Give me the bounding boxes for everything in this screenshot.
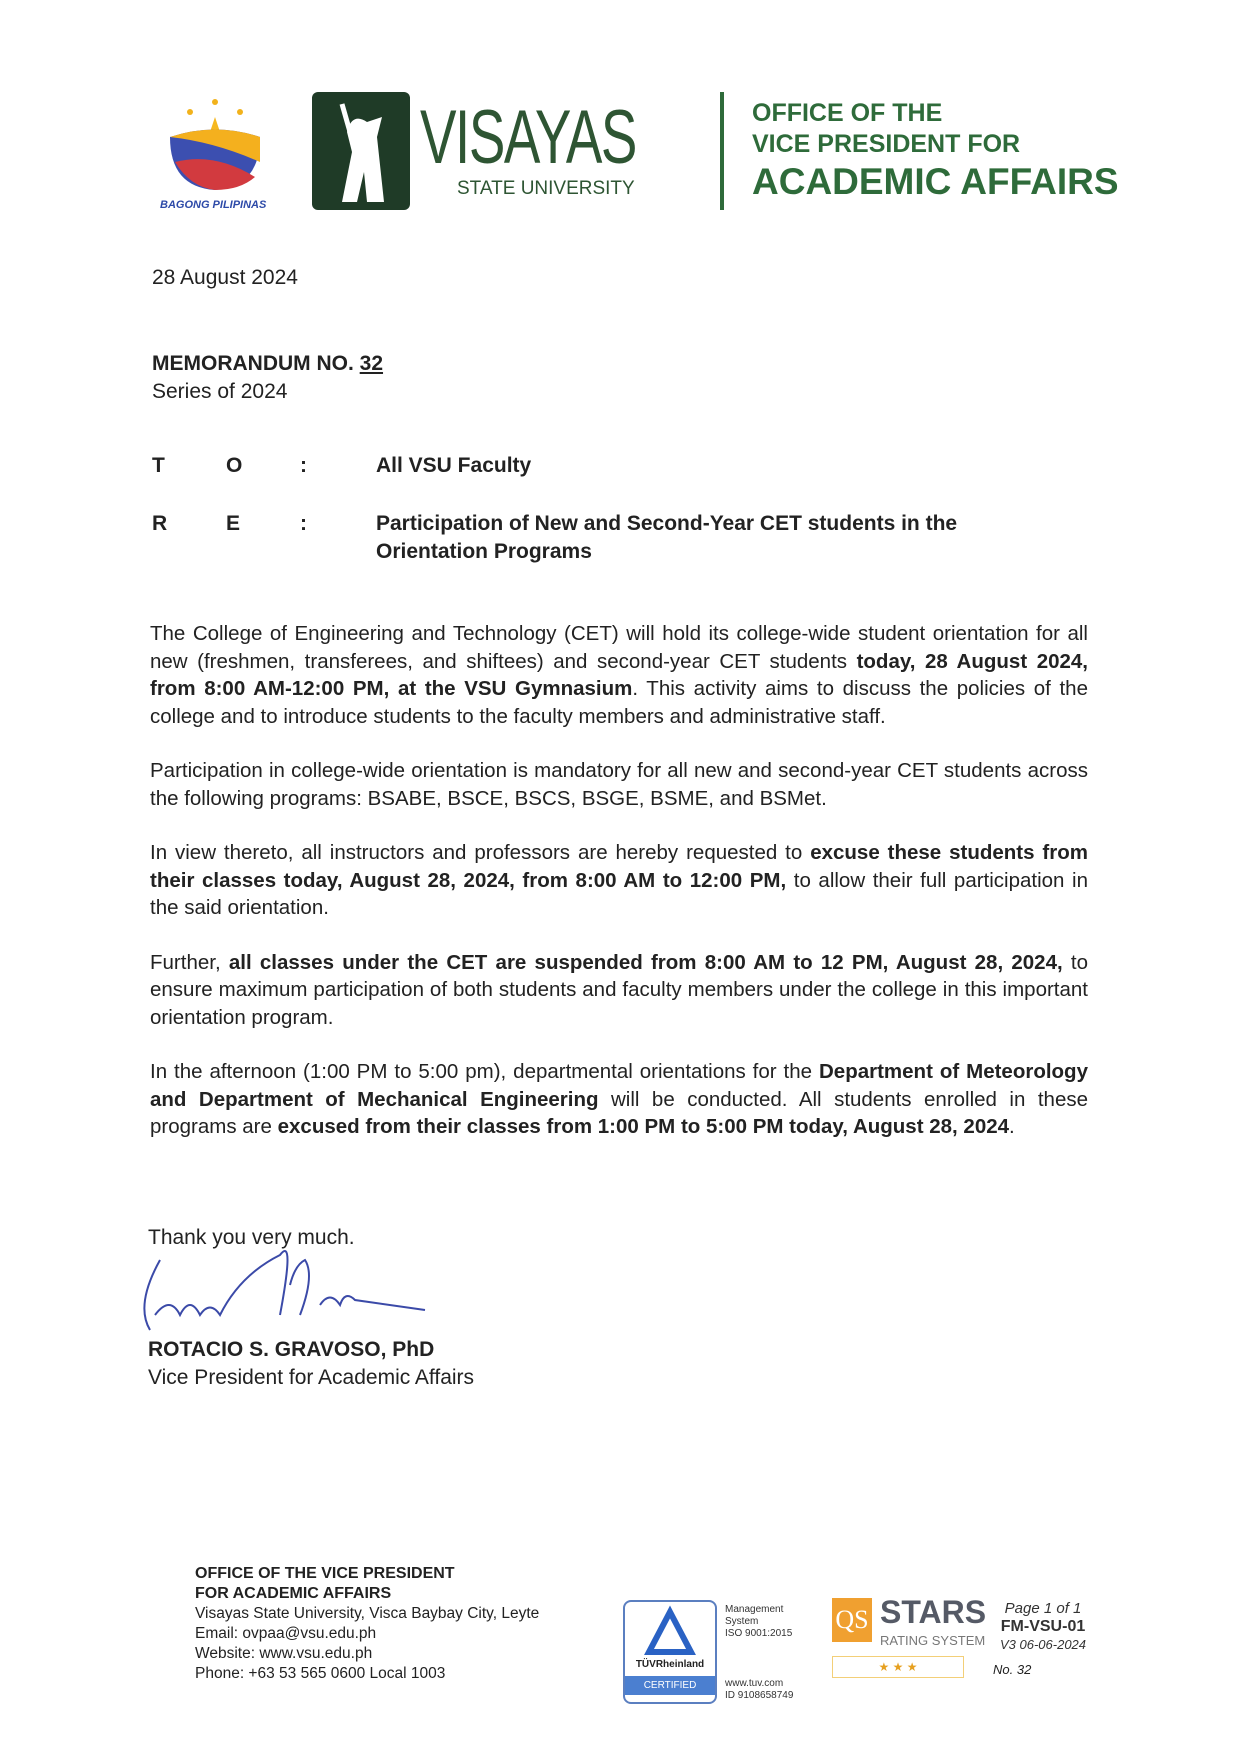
bagong-pilipinas-text: BAGONG PILIPINAS	[160, 199, 267, 211]
tuv-id: ID 9108658749	[725, 1690, 794, 1701]
footer-address: Visayas State University, Visca Baybay City, Leyte	[195, 1605, 540, 1622]
memo-no: No. 32	[993, 1662, 1032, 1677]
to-label-o: O	[226, 454, 243, 477]
footer-contact	[195, 1564, 539, 1684]
re-value	[376, 510, 1056, 566]
vsu-subtitle: STATE UNIVERSITY	[457, 178, 635, 199]
memo-body	[150, 620, 1088, 1168]
to-colon: :	[300, 454, 307, 477]
qs-logo: QS	[832, 1598, 872, 1642]
qs-rating: RATING SYSTEM	[880, 1633, 986, 1648]
tuv-brand: TÜVRheinland	[635, 1659, 705, 1670]
memo-date: 28 August 2024	[152, 266, 298, 289]
tuv-ms1: Management	[725, 1604, 784, 1615]
to-label-t: T	[152, 454, 165, 477]
form-code: FM-VSU-01	[1000, 1618, 1086, 1635]
paragraph-4: Further, all classes under the CET are suspended from 8:00 AM to 12 PM, August 28, 2024, to ensure maximum participation of both students and faculty members under the college in this important orientation program.	[150, 950, 1088, 1029]
signatory	[148, 1336, 474, 1392]
memo-title: MEMORANDUM NO.	[152, 352, 354, 375]
signature	[130, 1215, 430, 1335]
re-label-e: E	[226, 512, 241, 535]
re-value-line1: Participation of New and Second-Year CET students in the	[376, 512, 958, 535]
re-colon: :	[300, 512, 307, 535]
paragraph-5: In the afternoon (1:00 PM to 5:00 pm), departmental orientations for the Department of Meteorology and Department of Mechanical Engineering will be conducted. All students enrolled in these programs are excused from their classes from 1:00 PM to 5:00 PM today, August 28, 2024.	[150, 1060, 1088, 1138]
tuv-certified: CERTIFIED	[625, 1676, 715, 1695]
qs-stars: STARS	[880, 1594, 987, 1630]
paragraph-2: Participation in college-wide orientation is mandatory for all new and second-year CET students across the following programs: BSABE, BSCE, BSCS, BSGE, BSME, and BSMet.	[150, 759, 1088, 810]
form-version: V3 06-06-2024	[1000, 1637, 1087, 1652]
bagong-pilipinas-logo	[160, 92, 270, 212]
re-label-r: R	[152, 512, 168, 535]
to-value: All VSU Faculty	[376, 454, 532, 477]
office-line-1: OFFICE OF THE	[752, 99, 943, 127]
re-value-line2: Orientation Programs	[376, 540, 592, 563]
tuv-details	[725, 1604, 793, 1702]
signatory-name: ROTACIO S. GRAVOSO, PhD	[148, 1338, 435, 1361]
tuv-iso: ISO 9001:2015	[725, 1628, 793, 1639]
paragraph-1: The College of Engineering and Technology (CET) will hold its college-wide student orientation for all new (freshmen, transferees, and shiftees) and second-year CET students today, 28 August 2024, from 8:00 AM-12:00 PM, at the VSU Gymnasium. This activity aims to discuss the policies of the college and to introduce students to the faculty members and administrative staff.	[150, 622, 1089, 728]
tuv-ms2: System	[725, 1616, 759, 1627]
office-line-3: ACADEMIC AFFAIRS	[752, 161, 1119, 202]
footer-office-1: OFFICE OF THE VICE PRESIDENT	[195, 1565, 455, 1582]
tuv-triangle-icon	[645, 1608, 695, 1656]
footer-office-2: FOR ACADEMIC AFFAIRS	[195, 1585, 392, 1602]
office-title	[752, 98, 1119, 204]
vsu-wordmark: VISAYAS	[420, 95, 636, 180]
closing: Thank you very much.	[148, 1226, 355, 1249]
paragraph-3: In view thereto, all instructors and professors are hereby requested to excuse these students from their classes today, August 28, 2024, from 8:00 AM to 12:00 PM, to allow their full participation in the said orientation.	[150, 841, 1088, 919]
office-line-2: VICE PRESIDENT FOR	[752, 130, 1021, 158]
memo-heading	[152, 350, 383, 406]
footer-website: Website: www.vsu.edu.ph	[195, 1645, 373, 1662]
vsu-logo-mark	[312, 92, 410, 210]
memo-series: Series of 2024	[152, 380, 288, 403]
tuv-url: www.tuv.com	[725, 1678, 784, 1689]
page-number: Page 1 of 1	[1004, 1600, 1082, 1617]
qs-star-rating: ★ ★ ★	[832, 1656, 964, 1678]
header-divider	[720, 92, 724, 210]
form-info	[1000, 1600, 1086, 1654]
tuv-badge	[623, 1600, 717, 1704]
memo-number: 32	[359, 352, 384, 375]
footer-phone: Phone: +63 53 565 0600 Local 1003	[195, 1665, 446, 1682]
footer-email: Email: ovpaa@vsu.edu.ph	[195, 1625, 377, 1642]
signatory-title: Vice President for Academic Affairs	[148, 1366, 475, 1389]
